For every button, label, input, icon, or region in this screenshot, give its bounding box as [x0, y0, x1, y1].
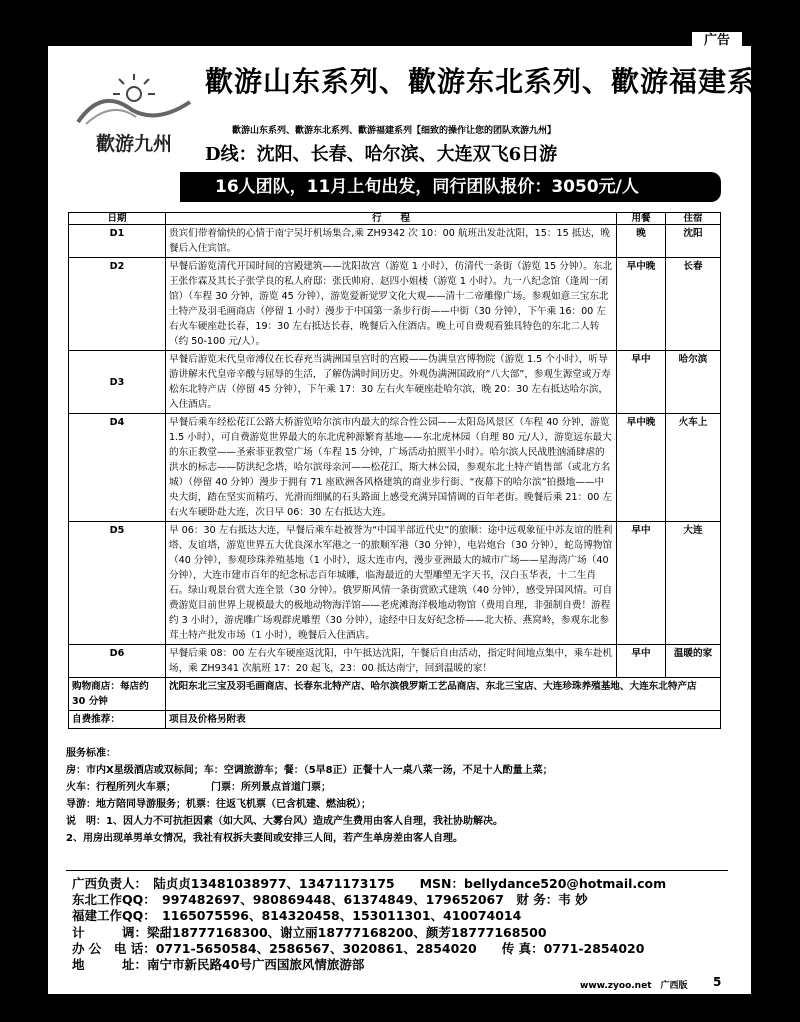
- page-title: 歡游山东系列、歡游东北系列、歡游福建系列: [205, 65, 786, 98]
- company-logo: [72, 62, 196, 158]
- day-cell: D2: [69, 258, 166, 351]
- page-number: 5: [713, 975, 722, 989]
- service-line: 2、用房出现单男单女情况，我社有权拆夫妻间或安排三人间，若产生单房差由客人自理。: [66, 833, 463, 844]
- itinerary-cell: 早 06：30 左右抵达大连，早餐后乘车赴被誉为“中国半部近代史”的旅顺：途中远观象征中苏友谊的胜利塔、友谊塔，游览世界五大优良深水军港之一的旅顺军港（30 分钟），电岩炮台（30 分钟），蛇岛博物馆（40 分钟），参观珍珠养殖基地（1 小时），返大连市内，漫步亚洲最大的城市广场——星海湾广场（40 分钟），大连市建市百年的纪念标志百年城雕，临海最近的大型雕塑无字天书，汉白玉华表，十二生肖石。绿山观景台赏大连全景（30 分钟）。俄罗斯风情一条街赏欧式建筑（40 分钟），感受异国风情。可自费游览目前世界上规模最大的极地动物海洋馆——老虎滩海洋极地动物馆（费用自理，非强制自费！游程约 3 小时），游虎雕广场观群虎雕塑（30 分钟），途经中日友好纪念桥——北大桥、燕窝岭，参观东北参茸土特产批发市场（1 小时），晚餐后入住酒店。: [166, 522, 617, 645]
- hotel-cell: 哈尔滨: [666, 351, 721, 414]
- header-meal: 用餐: [617, 213, 666, 225]
- table-row: [69, 351, 721, 414]
- table-row: [69, 258, 721, 351]
- optional-text: 项目及价格另附表: [166, 711, 721, 729]
- service-info: [66, 745, 726, 847]
- divider: [66, 870, 728, 871]
- contact-line: 计 调：梁甜18777168300、谢立丽18777168200、颜芳18777168500: [72, 924, 547, 940]
- table-row: [69, 225, 721, 258]
- shopping-row: [69, 678, 721, 711]
- meal-cell: 早中: [617, 351, 666, 414]
- table-header-row: [69, 213, 721, 225]
- service-line: 说 明：1、因人力不可抗拒因素（如大风、大雾台风）造成产生费用由客人自理，我社协助解决。: [66, 816, 503, 827]
- header-day: 日期: [69, 213, 166, 225]
- table-row: [69, 645, 721, 678]
- day-cell: D3: [69, 351, 166, 414]
- price-banner: 16人团队，11月上旬出发，同行团队报价：3050元/人: [180, 172, 721, 202]
- svg-text:歡游九州: 歡游九州: [95, 133, 173, 155]
- itinerary-cell: 早餐后乘车经松花江公路大桥游览哈尔滨市内最大的综合性公园——太阳岛风景区（车程 40 分钟，游览 1.5 小时），可自费游览世界最大的东北虎种源繁育基地——东北虎林园（自理 80 元/人），游览远东最大的东正教堂——圣索菲亚教堂广场（车程 15 分钟，广场活动拍照半小时）。哈尔滨人民战胜汹涌肆虐的洪水的标志——防洪纪念塔，哈尔滨母亲河——松花江、斯大林公园，参观东北土特产销售部（或北方名城）（停留 40 分钟）漫步于拥有 71 座欧洲各风格建筑的商业步行街、“夜幕下的哈尔滨”拍摄地——中央大街，踏在坚实而精巧、光滑而细腻的石头路面上感受充满异国情调的百年老街。晚餐后乘 21：00 左右火车硬卧赴大连，次日早 06：30 左右抵达大连。: [166, 414, 617, 522]
- route-name: D线：沈阳、长春、哈尔滨、大连双飞6日游: [205, 144, 558, 165]
- shopping-text: 沈阳东北三宝及羽毛画商店、长春东北特产店、哈尔滨俄罗斯工艺品商店、东北三宝店、大连珍珠养殖基地、大连东北特产店: [166, 678, 721, 711]
- itinerary-cell: 早餐后游览末代皇帝溥仪在长春充当满洲国皇宫时的宫殿——伪满皇宫博物院（游览 1.5 个小时），听导游讲解末代皇帝辛酸与屈辱的生活，了解伪满时间历史。外观伪满洲国政府“八大部”，参观生源堂或万寿松东北特产店（停留 45 分钟），下午乘 17：30 左右火车硬座赴哈尔滨，晚 20：30 左右抵达哈尔滨，入住酒店。: [166, 351, 617, 414]
- meal-cell: 早中: [617, 645, 666, 678]
- hotel-cell: 大连: [666, 522, 721, 645]
- sun-mountain-icon: [72, 62, 196, 158]
- contact-line: 地 址：南宁市新民路40号广西国旅风情旅游部: [72, 957, 365, 973]
- service-heading: 服务标准：: [66, 748, 116, 759]
- contact-block: [72, 876, 732, 973]
- service-line: 火车：行程所列火车票； 门票：所列景点首道门票；: [66, 782, 331, 793]
- table-row: [69, 414, 721, 522]
- footer-site: www.zyoo.net 广西版: [580, 981, 688, 991]
- shopping-label: 购物商店：每店约 30 分钟: [69, 678, 166, 711]
- contact-line: 福建工作QQ： 1165075596、814320458、153011301、410074014: [72, 908, 522, 924]
- hotel-cell: 长春: [666, 258, 721, 351]
- optional-row: [69, 711, 721, 729]
- meal-cell: 早中: [617, 522, 666, 645]
- itinerary-cell: 贵宾们带着愉快的心情于南宁吴圩机场集合,乘 ZH9342 次 10：00 航班出发赴沈阳，15：15 抵达，晚餐后入住宾馆。: [166, 225, 617, 258]
- meal-cell: 早中晚: [617, 414, 666, 522]
- day-cell: D5: [69, 522, 166, 645]
- hotel-cell: 火车上: [666, 414, 721, 522]
- meal-cell: 早中晚: [617, 258, 666, 351]
- itinerary-cell: 早餐后乘 08：00 左右火车硬座返沈阳，中午抵达沈阳，午餐后自由活动，指定时间地点集中，乘车赴机场，乘 ZH9341 次航班 17：20 起飞，23：00 抵达南宁，回到温暖的家！: [166, 645, 617, 678]
- service-line: 房：市内X星级酒店或双标间；车：空调旅游车；餐：（5早8正）正餐十人一桌八菜一汤，不足十人酌量上菜；: [66, 765, 553, 776]
- service-line: 导游：地方陪同导游服务；机票：往返飞机票（已含机建、燃油税）；: [66, 799, 371, 810]
- day-cell: D1: [69, 225, 166, 258]
- header-hotel: 住宿: [666, 213, 721, 225]
- contact-line: 办 公 电 话：0771-5650584、2586567、3020861、2854020 传 真：0771-2854020: [72, 940, 645, 956]
- hotel-cell: 温暖的家: [666, 645, 721, 678]
- header-itinerary: 行 程: [166, 213, 617, 225]
- contact-line: 广西负责人： 陆贞贞13481038977、13471173175 MSN：bellydance520@hotmail.com: [72, 876, 667, 891]
- contact-line: 东北工作QQ： 997482697、980869448、61374849、179652067 财 务：韦 妙: [72, 892, 588, 908]
- day-cell: D6: [69, 645, 166, 678]
- table-row: [69, 522, 721, 645]
- ad-tag: 广告: [692, 32, 742, 50]
- page-subtitle: 歡游山东系列、歡游东北系列、歡游福建系列【细致的操作让您的团队欢游九州】: [232, 126, 557, 136]
- meal-cell: 晚: [617, 225, 666, 258]
- itinerary-cell: 早餐后游览清代开国时间的宫殿建筑——沈阳故宫（游览 1 小时），仿清代一条街（游览 15 分钟）。东北王张作霖及其长子张学良的私人府邸：张氏帅府、赵四小姐楼（游览 1 小时）。九一八纪念馆（逢周一闭馆）（车程 30 分钟，游览 45 分钟），游览爱新觉罗文化大观——清十二帝雕像广场。参观如意三宝东北土特产及羽毛画商店（停留 1 小时）漫步于中国第一条步行街——中街（30 分钟），下午乘 16：00 左右火车硬座赴长春，19：30 左右抵达长春，晚餐后入住酒店。晚上可自费观看独具特色的东北二人转（约 50-100 元/人）。: [166, 258, 617, 351]
- day-cell: D4: [69, 414, 166, 522]
- hotel-cell: 沈阳: [666, 225, 721, 258]
- itinerary-table: [68, 212, 721, 729]
- optional-label: 自费推荐：: [69, 711, 166, 729]
